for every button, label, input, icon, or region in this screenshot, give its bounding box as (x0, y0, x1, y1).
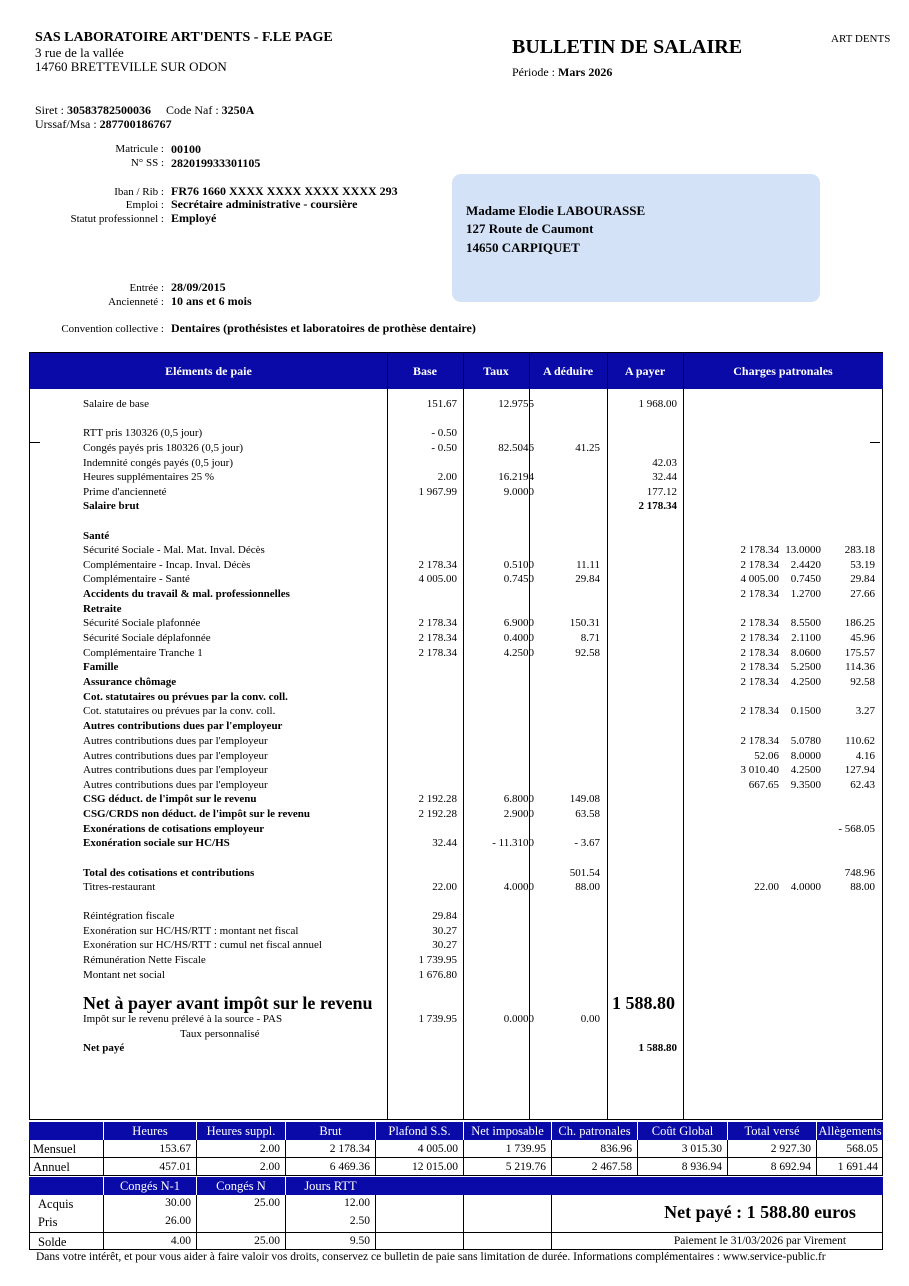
row-label: Famille (83, 661, 119, 673)
summary-cell: 568.05 (816, 1140, 883, 1158)
table-row (30, 1013, 884, 1027)
row-base: 1 967.99 (418, 486, 457, 498)
row-taux: 0.5100 (503, 559, 534, 571)
row-label: Autres contributions dues par l'employeur (83, 720, 283, 732)
company-street: 3 rue de la vallée (35, 45, 124, 60)
row-label: Taux personnalisé (180, 1028, 260, 1040)
row-pmont: 186.25 (844, 617, 875, 629)
row-label: Net payé (83, 1042, 125, 1054)
table-row (30, 720, 884, 734)
matricule-value: 00100 (171, 142, 201, 156)
row-label: Complémentaire - Santé (83, 573, 190, 585)
row-label: CSG/CRDS non déduct. de l'impôt sur le revenu (83, 808, 310, 820)
row-label: Sécurité Sociale déplafonnée (83, 632, 211, 644)
summary-header: Heures suppl. (196, 1122, 285, 1140)
row-ptaux: 4.0000 (790, 881, 821, 893)
row-label: Total des cotisations et contributions (83, 867, 255, 879)
row-ptaux: 5.2500 (790, 661, 821, 673)
summary-cell: 153.67 (103, 1140, 196, 1158)
row-pbase: 2 178.34 (740, 661, 779, 673)
row-label: Impôt sur le revenu prélevé à la source - PAS (83, 1013, 283, 1025)
row-label: Cot. statutaires ou prévues par la conv. coll. (83, 705, 276, 717)
row-pmont: 92.58 (850, 676, 875, 688)
convention-label: Convention collective : (61, 323, 164, 335)
row-base: 1 739.95 (418, 954, 457, 966)
leave-cell: 12.00 (344, 1197, 370, 1209)
summary-cell: 6 469.36 (285, 1158, 375, 1176)
row-ptaux: 0.7450 (790, 573, 821, 585)
table-row (30, 881, 884, 895)
summary-cell: 2.00 (196, 1140, 285, 1158)
row-ptaux: 8.0000 (790, 750, 821, 762)
summary-row-label: Annuel (33, 1160, 70, 1174)
summary-cell: 2 467.58 (551, 1158, 637, 1176)
summary-cell: 2.00 (196, 1158, 285, 1176)
row-base: 29.84 (432, 910, 457, 922)
row-taux: 6.8000 (503, 793, 534, 805)
company-city: 14760 BRETTEVILLE SUR ODON (35, 59, 227, 74)
table-row (30, 544, 884, 558)
summary-header: Plafond S.S. (375, 1122, 463, 1140)
row-pbase: 4 005.00 (740, 573, 779, 585)
row-deduire: 8.71 (580, 632, 600, 644)
row-payer: 1 588.80 (638, 1042, 677, 1054)
entree-label: Entrée : (129, 282, 164, 294)
row-label: Retraite (83, 603, 122, 615)
row-label: Autres contributions dues par l'employeur (83, 750, 268, 762)
summary-header: Heures (103, 1122, 196, 1140)
row-ptaux: 13.0000 (785, 544, 821, 556)
row-pmont: 3.27 (855, 705, 875, 717)
table-row (30, 471, 884, 485)
table-row (30, 559, 884, 573)
leave-solde-divider (29, 1232, 637, 1233)
row-label: Autres contributions dues par l'employeur (83, 764, 268, 776)
row-pmont: 4.16 (855, 750, 875, 762)
footer-note: Dans votre intérêt, et pour vous aider à faire valoir vos droits, conservez ce bulletin de paie sans limitation de durée. Informations complémentaires : www.service-public.fr (36, 1251, 826, 1263)
summary-cell: 4 005.00 (375, 1140, 463, 1158)
row-base: 1 739.95 (418, 1013, 457, 1025)
row-label: Exonération sur HC/HS/RTT : montant net fiscal (83, 925, 299, 937)
table-row (30, 661, 884, 675)
summary-header: Total versé (727, 1122, 816, 1140)
table-row (30, 486, 884, 500)
leave-header: Congés N-1 (103, 1177, 196, 1195)
row-label: Exonération sociale sur HC/HS (83, 837, 230, 849)
entree-value: 28/09/2015 (171, 280, 226, 294)
leave-row-label: Acquis (38, 1197, 74, 1211)
row-label: Congés payés pris 180326 (0,5 jour) (83, 442, 244, 454)
summary-cell: 1 739.95 (463, 1140, 551, 1158)
naf-label: Code Naf : (166, 103, 219, 117)
table-row (30, 530, 884, 544)
summary-cell: 1 691.44 (816, 1158, 883, 1176)
row-deduire: 501.54 (569, 867, 600, 879)
row-ptaux: 8.0600 (790, 647, 821, 659)
row-label: Accidents du travail & mal. professionnelles (83, 588, 290, 600)
row-deduire: 92.58 (575, 647, 600, 659)
row-pmont: 175.57 (844, 647, 875, 659)
urssaf-label: Urssaf/Msa : (35, 117, 97, 131)
address-street: 127 Route de Caumont (466, 221, 594, 236)
row-label: Indemnité congés payés (0,5 jour) (83, 457, 233, 469)
summary-cell: 457.01 (103, 1158, 196, 1176)
summary-cell: 12 015.00 (375, 1158, 463, 1176)
siret-label: Siret : (35, 103, 64, 117)
leave-cell: 9.50 (349, 1235, 370, 1247)
paiement-info: Paiement le 31/03/2026 par Virement (673, 1235, 847, 1247)
table-row (30, 969, 884, 983)
emploi-value: Secrétaire administrative - coursière (171, 197, 358, 211)
statut-label: Statut professionnel : (70, 213, 164, 225)
row-ptaux: 5.0780 (790, 735, 821, 747)
row-base: 32.44 (432, 837, 457, 849)
leave-row-label: Pris (38, 1215, 58, 1229)
summary-header: Allègements (816, 1122, 883, 1140)
row-label: Sécurité Sociale - Mal. Mat. Inval. Décès (83, 544, 265, 556)
row-label: Réintégration fiscale (83, 910, 175, 922)
table-row (30, 954, 884, 968)
row-base: 2 178.34 (418, 617, 457, 629)
row-label: Rémunération Nette Fiscale (83, 954, 206, 966)
row-ptaux: 4.2500 (790, 764, 821, 776)
row-base: 30.27 (432, 925, 457, 937)
row-pmont: - 568.05 (838, 823, 875, 835)
leave-header: Congés N (196, 1177, 285, 1195)
row-pbase: 2 178.34 (740, 705, 779, 717)
table-row (30, 823, 884, 837)
summary-cell: 8 692.94 (727, 1158, 816, 1176)
urssaf-line (35, 117, 172, 132)
row-pbase: 3 010.40 (740, 764, 779, 776)
table-row (30, 1028, 884, 1042)
summary-cell: 836.96 (551, 1140, 637, 1158)
leave-cell: 25.00 (254, 1197, 280, 1209)
iban-value: FR76 1660 XXXX XXXX XXXX XXXX 293 (171, 184, 398, 198)
row-base: - 0.50 (431, 442, 457, 454)
table-row (30, 705, 884, 719)
row-pbase: 2 178.34 (740, 647, 779, 659)
row-pmont: 53.19 (850, 559, 875, 571)
siret-value: 30583782500036 (67, 103, 151, 117)
table-row (30, 691, 884, 705)
leave-row-label: Solde (38, 1235, 67, 1249)
row-taux: 0.0000 (503, 1013, 534, 1025)
net-avant-impot-value: 1 588.80 (612, 993, 675, 1013)
row-base: 2 192.28 (418, 793, 457, 805)
row-label: Santé (83, 530, 110, 542)
row-payer: 2 178.34 (638, 500, 677, 512)
row-payer: 32.44 (652, 471, 677, 483)
header-deduire: A déduire (542, 364, 594, 378)
row-deduire: - 3.67 (574, 837, 600, 849)
row-taux: 9.0000 (503, 486, 534, 498)
header-elements: Eléments de paie (165, 364, 252, 378)
row-label: Autres contributions dues par l'employeur (83, 779, 268, 791)
summary-header: Net imposable (463, 1122, 551, 1140)
table-row (30, 1042, 884, 1056)
row-deduire: 149.08 (569, 793, 600, 805)
row-deduire: 88.00 (575, 881, 600, 893)
table-row (30, 779, 884, 793)
row-pbase: 2 178.34 (740, 617, 779, 629)
row-payer: 1 968.00 (638, 398, 677, 410)
row-label: Assurance chômage (83, 676, 177, 688)
row-base: 4 005.00 (418, 573, 457, 585)
leave-col-divider (375, 1195, 376, 1250)
row-label: Salaire de base (83, 398, 149, 410)
table-row (30, 573, 884, 587)
table-row (30, 427, 884, 441)
table-row (30, 939, 884, 953)
table-row (30, 735, 884, 749)
address-box (452, 174, 820, 302)
row-label: Prime d'ancienneté (83, 486, 167, 498)
row-base: 30.27 (432, 939, 457, 951)
row-base: 1 676.80 (418, 969, 457, 981)
statut-value: Employé (171, 211, 217, 225)
row-pbase: 2 178.34 (740, 559, 779, 571)
leave-cell: 30.00 (165, 1197, 191, 1209)
row-taux: 6.9000 (503, 617, 534, 629)
row-pbase: 2 178.34 (740, 735, 779, 747)
summary-header: Ch. patronales (551, 1122, 637, 1140)
row-label: Cot. statutaires ou prévues par la conv. coll. (83, 691, 288, 703)
row-taux: 4.2500 (503, 647, 534, 659)
summary-cell: 2 178.34 (285, 1140, 375, 1158)
row-taux: 16.2194 (498, 471, 534, 483)
convention-value: Dentaires (prothésistes et laboratoires de prothèse dentaire) (171, 321, 476, 335)
table-row (30, 442, 884, 456)
table-row (30, 398, 884, 412)
row-pbase: 2 178.34 (740, 544, 779, 556)
net-avant-impot-label: Net à payer avant impôt sur le revenu (83, 993, 373, 1013)
row-pmont: 27.66 (850, 588, 875, 600)
table-row (30, 910, 884, 924)
emploi-label: Emploi : (125, 199, 164, 211)
row-base: 2.00 (437, 471, 457, 483)
paiement-divider (637, 1232, 883, 1233)
row-payer: 177.12 (646, 486, 677, 498)
row-label: Complémentaire Tranche 1 (83, 647, 203, 659)
row-label: Titres-restaurant (83, 881, 156, 893)
summary-header: Coût Global (637, 1122, 727, 1140)
row-pbase: 2 178.34 (740, 588, 779, 600)
row-deduire: 150.31 (569, 617, 600, 629)
row-payer: 42.03 (652, 457, 677, 469)
row-deduire: 63.58 (575, 808, 600, 820)
row-pbase: 52.06 (754, 750, 779, 762)
row-pmont: 62.43 (850, 779, 875, 791)
row-taux: 0.7450 (503, 573, 534, 585)
row-label: Autres contributions dues par l'employeur (83, 735, 268, 747)
row-base: 2 192.28 (418, 808, 457, 820)
row-taux: 0.4000 (503, 632, 534, 644)
summary-cell: 3 015.30 (637, 1140, 727, 1158)
row-pbase: 667.65 (748, 779, 779, 791)
iban-label: Iban / Rib : (114, 186, 164, 198)
row-base: 151.67 (426, 398, 457, 410)
table-row (30, 632, 884, 646)
leave-col-divider (551, 1195, 552, 1250)
leave-cell: 2.50 (349, 1215, 370, 1227)
table-row (30, 808, 884, 822)
leave-cell: 4.00 (170, 1235, 191, 1247)
net-paye-total: Net payé : 1 588.80 euros (664, 1202, 856, 1222)
header-taux: Taux (483, 364, 509, 378)
company-name: SAS LABORATOIRE ART'DENTS - F.LE PAGE (35, 30, 333, 45)
period-label: Période : (512, 65, 555, 79)
row-ptaux: 8.5500 (790, 617, 821, 629)
matricule-label: Matricule : (115, 143, 164, 155)
leave-header: Jours RTT (285, 1177, 375, 1195)
anciennete-label: Ancienneté : (108, 296, 164, 308)
table-row (30, 500, 884, 514)
brand-label: ART DENTS (831, 33, 891, 45)
row-deduire: 11.11 (576, 559, 600, 571)
summary-row-label: Mensuel (33, 1142, 77, 1156)
row-label: Salaire brut (83, 500, 140, 512)
row-label: Sécurité Sociale plafonnée (83, 617, 201, 629)
urssaf-value: 287700186767 (99, 117, 172, 131)
row-label: RTT pris 130326 (0,5 jour) (83, 427, 203, 439)
row-pmont: 45.96 (850, 632, 875, 644)
payslip-table (29, 352, 883, 1120)
row-ptaux: 4.2500 (790, 676, 821, 688)
row-base: - 0.50 (431, 427, 457, 439)
row-base: 2 178.34 (418, 632, 457, 644)
row-label: Complémentaire - Incap. Inval. Décès (83, 559, 251, 571)
leave-cell: 26.00 (165, 1215, 191, 1227)
ss-label: N° SS : (130, 157, 164, 169)
header-payer: A payer (624, 364, 666, 378)
table-row (30, 647, 884, 661)
leave-cell: 25.00 (254, 1235, 280, 1247)
address-city: 14650 CARPIQUET (466, 240, 580, 255)
anciennete-value: 10 ans et 6 mois (171, 294, 252, 308)
row-taux: 82.5046 (498, 442, 534, 454)
table-row (30, 837, 884, 851)
row-deduire: 29.84 (575, 573, 600, 585)
siret-line (35, 103, 254, 118)
table-row (30, 457, 884, 471)
row-pmont: 748.96 (844, 867, 875, 879)
ss-value: 282019933301105 (171, 156, 261, 170)
row-base: 2 178.34 (418, 559, 457, 571)
document-title: BULLETIN DE SALAIRE (512, 36, 743, 58)
row-ptaux: 0.1500 (790, 705, 821, 717)
period-line (512, 65, 612, 80)
table-row (30, 867, 884, 881)
table-row (30, 750, 884, 764)
summary-cell: 2 927.30 (727, 1140, 816, 1158)
row-label: Exonération sur HC/HS/RTT : cumul net fiscal annuel (83, 939, 322, 951)
row-label: Exonérations de cotisations employeur (83, 823, 265, 835)
table-row (30, 676, 884, 690)
period-value: Mars 2026 (558, 65, 613, 79)
row-ptaux: 1.2700 (790, 588, 821, 600)
row-ptaux: 9.3500 (790, 779, 821, 791)
naf-value: 3250A (221, 103, 255, 117)
row-pmont: 29.84 (850, 573, 875, 585)
row-pbase: 2 178.34 (740, 632, 779, 644)
summary-cell: 8 936.94 (637, 1158, 727, 1176)
row-taux: 4.0000 (503, 881, 534, 893)
row-label: Montant net social (83, 969, 165, 981)
leave-col-divider (463, 1195, 464, 1250)
summary-header: Brut (285, 1122, 375, 1140)
table-row (30, 617, 884, 631)
row-label: CSG déduct. de l'impôt sur le revenu (83, 793, 257, 805)
row-taux: 12.9755 (498, 398, 534, 410)
table-row (30, 925, 884, 939)
row-taux: 2.9000 (503, 808, 534, 820)
row-deduire: 41.25 (575, 442, 600, 454)
row-ptaux: 2.4420 (790, 559, 821, 571)
header-charges: Charges patronales (733, 364, 833, 378)
summary-cell: 5 219.76 (463, 1158, 551, 1176)
row-base: 2 178.34 (418, 647, 457, 659)
table-row (30, 764, 884, 778)
row-pbase: 2 178.34 (740, 676, 779, 688)
row-base: 22.00 (432, 881, 457, 893)
header-base: Base (413, 364, 437, 378)
row-ptaux: 2.1100 (791, 632, 821, 644)
table-row (30, 603, 884, 617)
row-pbase: 22.00 (754, 881, 779, 893)
row-pmont: 114.36 (845, 661, 875, 673)
table-row (30, 793, 884, 807)
row-pmont: 283.18 (844, 544, 875, 556)
row-pmont: 88.00 (850, 881, 875, 893)
row-pmont: 110.62 (845, 735, 875, 747)
row-pmont: 127.94 (844, 764, 875, 776)
row-label: Heures supplémentaires 25 % (83, 471, 215, 483)
table-row (30, 588, 884, 602)
row-taux: - 11.3100 (492, 837, 534, 849)
address-name: Madame Elodie LABOURASSE (466, 203, 646, 218)
row-deduire: 0.00 (580, 1013, 600, 1025)
